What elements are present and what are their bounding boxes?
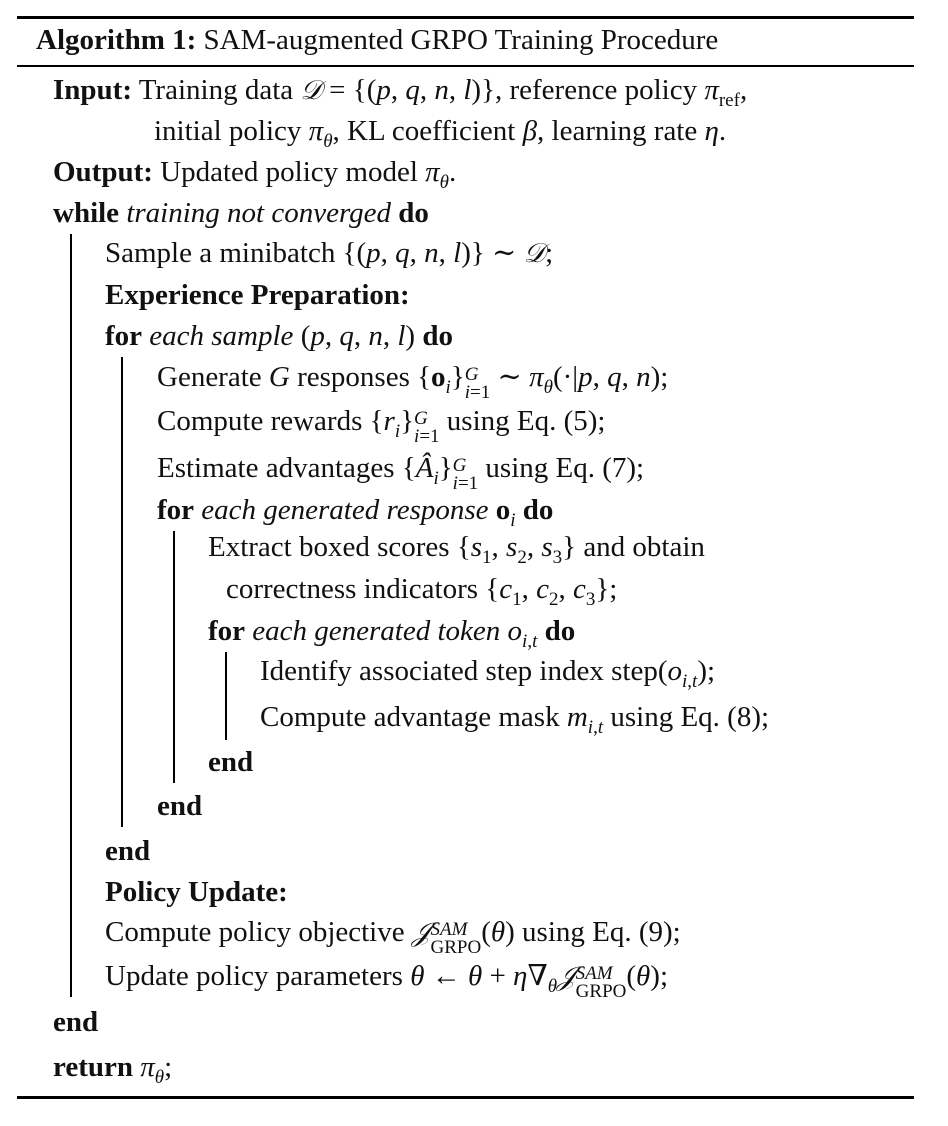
return-keyword: return <box>53 1051 134 1083</box>
group-size-symbol: G <box>268 361 290 393</box>
algorithm-title: SAM-augmented GRPO Training Procedure <box>203 24 719 56</box>
for-sample-block-bar <box>121 357 123 827</box>
objective-eq-ref: using Eq. (9); <box>522 916 681 948</box>
response-symbol: $o_i$ <box>495 494 516 531</box>
token-symbol: $o_{i,t}$ <box>507 615 538 652</box>
bottom-rule <box>17 1096 914 1099</box>
end-for-response-line <box>157 789 202 823</box>
update-params-line <box>105 959 668 1001</box>
compute-objective-line <box>105 915 681 957</box>
output-policy-formula: $\pi_\theta$. <box>425 156 457 193</box>
generate-formula: $\{o_i\}$ G i=1 ∼ $\pi_\theta(\cdot|p$, q, n); <box>417 361 669 403</box>
for-response-line <box>157 493 554 531</box>
end-for-response-keyword: end <box>157 790 203 822</box>
generate-line <box>157 360 668 402</box>
policy-update-line <box>105 875 288 909</box>
sample-line <box>105 236 553 271</box>
objective-formula: 𝒥 SAM GRPO (θ) <box>411 916 515 958</box>
for-response-block-bar <box>173 531 175 783</box>
input-text-1b: , reference policy <box>495 74 698 106</box>
sample-text: Sample a minibatch <box>105 237 336 269</box>
compute-mask-text: Compute advantage mask <box>260 701 560 733</box>
for-response-keyword: for <box>157 494 195 526</box>
end-while-line <box>53 1005 98 1039</box>
while-line <box>53 196 429 230</box>
sample-formula: {(p, q, n, l)} ∼ 𝒟; <box>342 237 554 269</box>
experience-preparation-heading: Experience Preparation: <box>105 279 410 311</box>
while-condition: training not converged <box>126 197 392 229</box>
extract-text-rest: and obtain <box>583 531 705 563</box>
for-token-line <box>208 614 576 652</box>
top-rule <box>17 16 914 19</box>
end-for-token-keyword: end <box>208 746 254 778</box>
compute-rewards-line <box>157 404 605 446</box>
for-sample-formula: (p, q, n, l) <box>300 320 416 352</box>
correctness-formula: {$c_1$, $c_2$, $c_3$}; <box>485 573 618 610</box>
compute-mask-line <box>260 700 770 738</box>
update-params-text: Update policy parameters <box>105 960 403 992</box>
compute-objective-text: Compute policy objective <box>105 916 405 948</box>
while-block-bar <box>70 234 72 997</box>
end-while-keyword: end <box>53 1006 99 1038</box>
mask-eq-ref: using Eq. (8); <box>610 701 770 733</box>
end-for-token-line <box>208 745 253 779</box>
return-formula: $\pi_\theta$; <box>140 1051 173 1088</box>
training-data-formula: 𝒟 = {(p, q, n, l)} <box>300 74 495 106</box>
output-text: Updated policy model <box>160 156 418 188</box>
while-keyword: while <box>53 197 120 229</box>
for-sample-line <box>105 319 453 353</box>
for-token-condition: each generated token <box>252 615 501 647</box>
mask-symbol: $m_{i,t}$ <box>566 701 604 738</box>
input-text-1: Training data <box>138 74 294 106</box>
output-line <box>53 155 457 193</box>
policy-update-heading: Policy Update: <box>105 876 288 908</box>
return-line <box>53 1050 173 1088</box>
update-formula: θ ← $\theta + \eta\nabla_\theta 𝒥$ SAM GRPO (θ); <box>410 960 668 1002</box>
generate-text: Generate <box>157 361 262 393</box>
for-sample-condition: each sample <box>149 320 294 352</box>
generate-text-rest: responses <box>297 361 410 393</box>
advantages-formula: $\{Â_i\}$ G i=1 <box>401 452 479 494</box>
header-rule <box>17 65 914 67</box>
scores-formula: {$s_1$, $s_2$, $s_3$} <box>456 531 577 568</box>
ref-policy-formula: $\pi_{ref}$, <box>704 74 748 111</box>
output-label: Output: <box>53 156 153 188</box>
correctness-text: correctness indicators <box>226 573 479 605</box>
estimate-advantages-line <box>157 451 644 493</box>
for-token-block-bar <box>225 652 227 740</box>
for-token-keyword: for <box>208 615 246 647</box>
rewards-eq-ref: using Eq. (5); <box>446 405 606 437</box>
for-keyword: for <box>105 320 143 352</box>
advantages-eq-ref: using Eq. (7); <box>485 452 645 484</box>
for-token-do-keyword: do <box>544 615 576 647</box>
extract-text: Extract boxed scores <box>208 531 450 563</box>
compute-rewards-text: Compute rewards <box>157 405 363 437</box>
input-text-2: initial policy $\pi_\theta$, KL coefficient β, learning rate η. <box>154 115 727 152</box>
for-response-do-keyword: do <box>522 494 554 526</box>
input-line-1 <box>53 73 748 111</box>
correctness-line <box>226 572 618 610</box>
algorithm-caption <box>36 23 718 57</box>
while-do-keyword: do <box>398 197 429 229</box>
rewards-formula: $\{r_i\}$ G i=1 <box>369 405 440 447</box>
identify-text: Identify associated step index step <box>260 655 658 687</box>
algorithm-label: Algorithm 1: <box>36 24 197 56</box>
input-label: Input: <box>53 74 132 106</box>
input-line-2 <box>154 114 727 152</box>
end-for-sample-keyword: end <box>105 835 151 867</box>
end-for-sample-line <box>105 834 150 868</box>
estimate-advantages-text: Estimate advantages <box>157 452 395 484</box>
identify-formula: $(o_{i,t})$; <box>657 655 716 692</box>
for-sample-do-keyword: do <box>422 320 453 352</box>
for-response-condition: each generated response <box>201 494 489 526</box>
identify-line <box>260 654 716 692</box>
experience-preparation-line <box>105 278 410 312</box>
extract-line <box>208 530 705 568</box>
